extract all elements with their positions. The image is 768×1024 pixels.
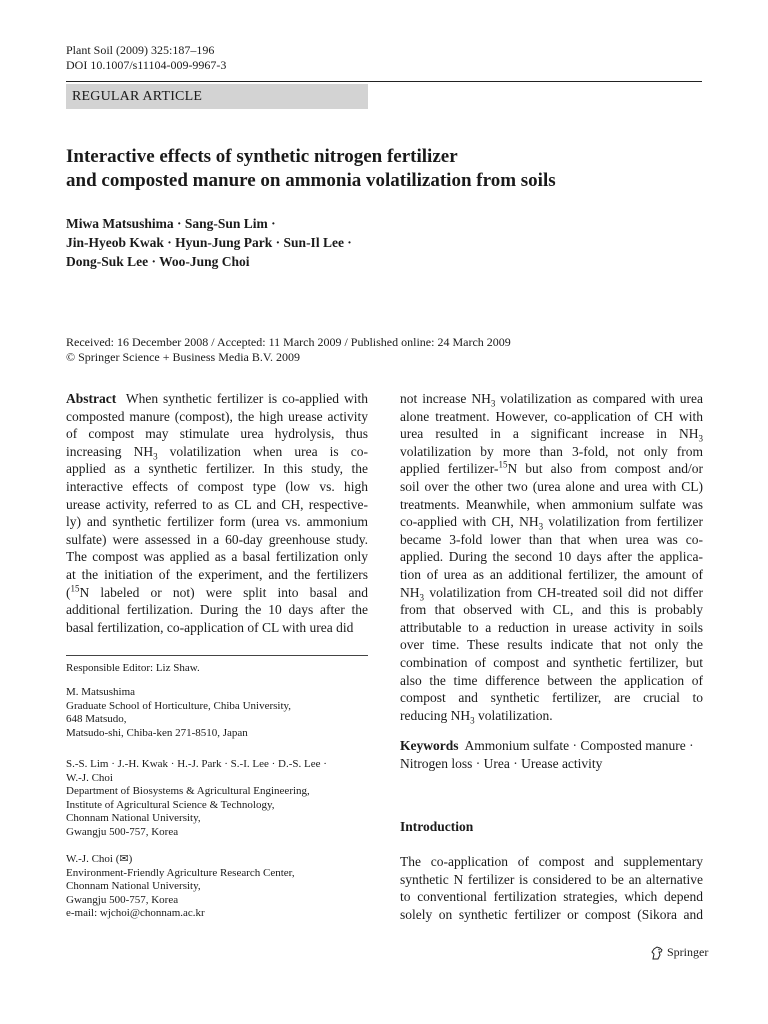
- authors-line-3: Dong-Suk Lee · Woo-Jung Choi: [66, 254, 250, 269]
- abstract-left-line: Abstract When synthetic fertilizer is co-applied with: [66, 391, 368, 406]
- aff2-line: Chonnam National University,: [66, 812, 201, 825]
- affiliation-1: [66, 686, 368, 740]
- publisher-logo: [650, 945, 708, 960]
- aff1-line: 648 Matsudo,: [66, 713, 127, 726]
- keywords-label: Keywords: [400, 738, 459, 753]
- abstract-right-column: [400, 390, 703, 724]
- keywords-line-1: Ammonium sulfate · Composted manure ·: [464, 738, 694, 753]
- aff3-line: Environment-Friendly Agriculture Research Center,: [66, 866, 295, 879]
- publication-dates: [66, 335, 511, 365]
- author-list: [66, 214, 352, 271]
- keywords-line-2: Nitrogen loss · Urea · Urease activity: [400, 755, 603, 771]
- aff3-line: Chonnam National University,: [66, 880, 201, 893]
- abstract-left-line: urease activity, referred to as CL and CH, respective-: [66, 496, 368, 512]
- abstract-left-line: at the initiation of the experiment, and the fertilizers: [66, 566, 368, 582]
- introduction-heading: Introduction: [400, 819, 474, 834]
- abstract-right-line: applied fertilizer-$^{15}$N but also from compost and/or: [400, 459, 703, 477]
- aff3-line: Gwangju 500-757, Korea: [66, 893, 179, 906]
- abstract-left-line: additional fertilization. During the 10 days after the: [66, 602, 368, 618]
- abstract-left-line: ly) and synthetic fertilizer form (urea vs. ammonium: [66, 514, 368, 530]
- publisher-name: Springer: [667, 945, 709, 959]
- footnote-rule: [66, 655, 368, 656]
- abstract-left-line: interactive effects of compost type (low vs. high: [66, 478, 368, 494]
- abstract-right-line: co-applied with CH, $NH_3$ volatilization from fertilizer: [400, 514, 703, 532]
- abstract-right-line: volatilization by more than 3-fold, not only from: [400, 443, 703, 459]
- abstract-right-line: applied. During the second 10 days after the applica-: [400, 549, 703, 565]
- abstract-right-line: became 3-fold lower than that when urea was co-: [400, 531, 703, 547]
- abstract-right-line: alone treatment. However, co-application of CH with: [400, 408, 703, 424]
- journal-citation: [66, 43, 226, 73]
- abstract-right-line: from that observed with CL, and this is probably: [400, 602, 703, 618]
- abstract-left-column: [66, 390, 368, 636]
- abstract-right-line: reducing $NH_3$ volatilization.: [400, 707, 553, 726]
- abstract-right-line: also the time difference between the application of: [400, 672, 703, 688]
- introduction-line: to conventional fertilization strategies, which depend: [400, 889, 703, 905]
- aff1-line: M. Matsushima: [66, 686, 136, 698]
- received-line: Received: 16 December 2008 / Accepted: 11 March 2009 / Published online: 24 March 2009: [66, 335, 511, 349]
- abstract-left-line: of compost may stimulate urea hydrolysis, thus: [66, 426, 368, 442]
- introduction-line: solely on synthetic fertilizer or compost (Sikora and: [400, 906, 703, 922]
- aff1-line: Graduate School of Horticulture, Chiba University,: [66, 699, 292, 712]
- introduction-line: synthetic N fertilizer is considered to be an alternative: [400, 871, 703, 887]
- abstract-left-line: basal fertilization, co-application of CL with urea did: [66, 619, 354, 635]
- abstract-right-line: urea resulted in a significant increase in $NH_3$: [400, 426, 703, 444]
- keywords-block: [400, 737, 703, 772]
- abstract-label: Abstract: [66, 391, 117, 406]
- introduction-line: The co-application of compost and supplementary: [400, 854, 703, 869]
- title-line-2: and composted manure on ammonia volatilization from soils: [66, 170, 556, 191]
- introduction-text: [400, 853, 703, 923]
- abstract-left-line: The compost was applied as a basal fertilization only: [66, 549, 368, 565]
- aff2-line: S.-S. Lim · J.-H. Kwak · H.-J. Park · S.-I. Lee · D.-S. Lee ·: [66, 758, 327, 770]
- aff2-line: W.-J. Choi: [66, 771, 113, 784]
- title-line-1: Interactive effects of synthetic nitrogen fertilizer: [66, 146, 458, 167]
- abstract-left-line: ($^{15}$N labeled or not) were split into basal and: [66, 583, 368, 600]
- abstract-left-line: sulfate) were assessed in a 60-day greenhouse study.: [66, 531, 368, 547]
- abstract-right-line: combination of compost and synthetic fertilizer, but: [400, 654, 703, 670]
- abstract-right-line: not increase $NH_3$ volatilization as compared with urea: [400, 391, 703, 409]
- affiliation-3: [66, 853, 368, 921]
- aff3-line[interactable]: e-mail: wjchoi@chonnam.ac.kr: [66, 907, 205, 920]
- abstract-right-line: treatments. Meanwhile, when ammonium sulfate was: [400, 496, 703, 512]
- copyright-line: © Springer Science + Business Media B.V. 2009: [66, 350, 300, 364]
- aff2-line: Gwangju 500-757, Korea: [66, 825, 179, 838]
- aff2-line: Department of Biosystems & Agricultural Engineering,: [66, 785, 310, 798]
- affiliation-2: [66, 758, 368, 840]
- abstract-right-line: over time. These results indicate that not only the: [400, 637, 703, 653]
- header-rule: [66, 81, 702, 82]
- abstract-right-line: attributable to a reduction in urease activity in soils: [400, 619, 703, 635]
- abstract-right-line: compost and synthetic fertilizer, are crucial to: [400, 690, 703, 706]
- abstract-right-line: soil over the other two (urea alone and urea with CL): [400, 478, 703, 494]
- aff1-line: Matsudo-shi, Chiba-ken 271-8510, Japan: [66, 726, 248, 739]
- aff2-line: Institute of Agricultural Science & Technology,: [66, 798, 275, 811]
- article-type-banner: REGULAR ARTICLE: [66, 84, 368, 109]
- abstract-left-line: applied as a synthetic fertilizer. In this study, the: [66, 461, 368, 477]
- doi-line[interactable]: DOI 10.1007/s11104-009-9967-3: [66, 58, 227, 72]
- abstract-left-line: increasing $NH_3$ volatilization when urea is co-: [66, 443, 368, 462]
- authors-line-1: Miwa Matsushima · Sang-Sun Lim ·: [66, 216, 276, 231]
- responsible-editor: Responsible Editor: Liz Shaw.: [66, 662, 200, 674]
- springer-horse-icon: [650, 946, 664, 960]
- abstract-right-line: tion of urea as an additional fertilizer, the amount of: [400, 566, 703, 582]
- journal-line: Plant Soil (2009) 325:187–196: [66, 43, 215, 57]
- paper-title: [66, 145, 706, 193]
- abstract-right-line: $NH_3$ volatilization from CH-treated soil did not differ: [400, 584, 703, 603]
- aff3-line: W.-J. Choi (✉): [66, 853, 133, 865]
- authors-line-2: Jin-Hyeob Kwak · Hyun-Jung Park · Sun-Il Lee ·: [66, 235, 352, 250]
- abstract-left-line: composted manure (compost), the high urease activity: [66, 408, 368, 424]
